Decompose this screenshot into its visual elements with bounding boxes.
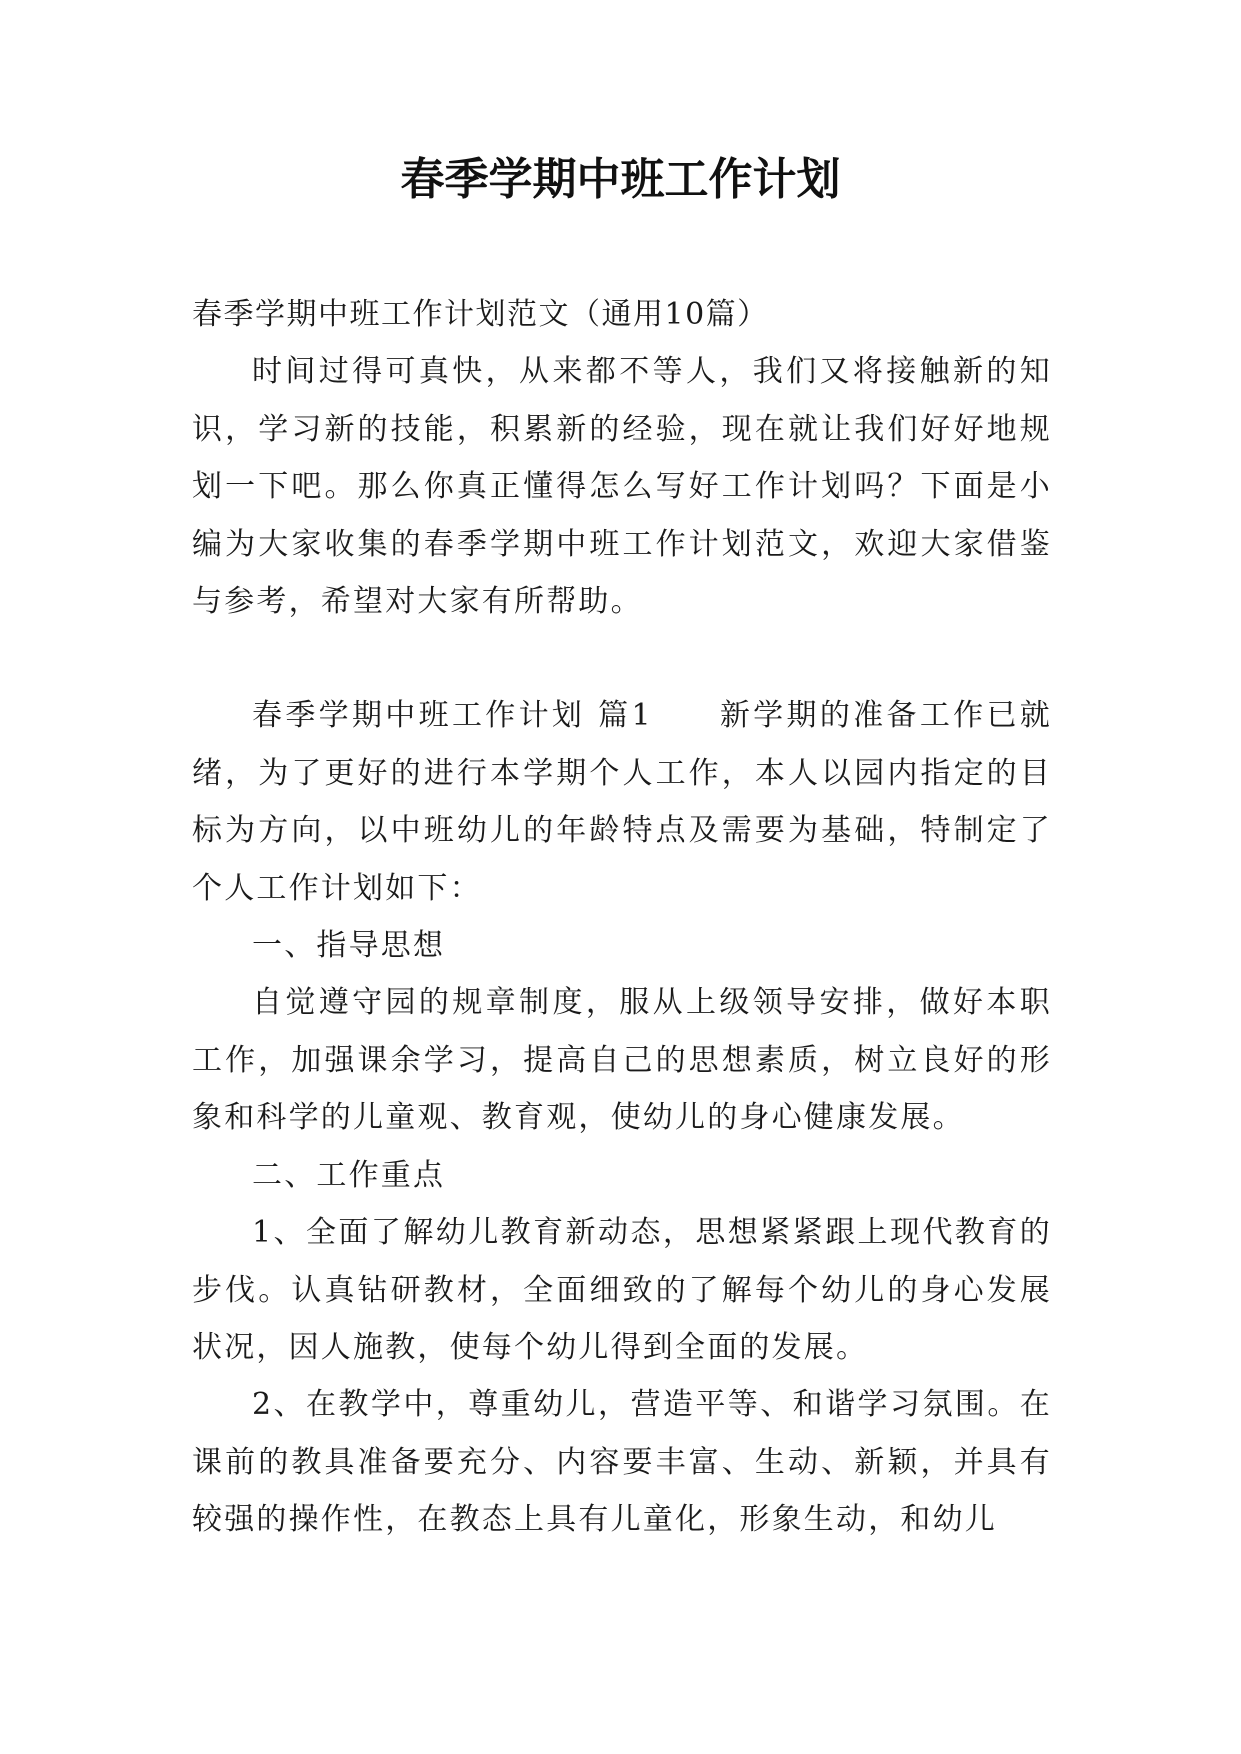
focus-item-1: 1、全面了解幼儿教育新动态，思想紧紧跟上现代教育的步伐。认真钻研教材，全面细致的了解每个幼儿的身心发展状况，因人施教，使每个幼儿得到全面的发展。	[192, 1215, 1052, 1365]
paragraph-spacer	[192, 630, 1052, 687]
guiding-paragraph: 自觉遵守园的规章制度，服从上级领导安排，做好本职工作，加强课余学习，提高自己的思想素质，树立良好的形象和科学的儿童观、教育观，使幼儿的身心健康发展。	[192, 985, 1052, 1136]
focus-heading: 二、工作重点	[252, 1157, 446, 1193]
document-title: 春季学期中班工作计划	[400, 154, 841, 205]
section1-lead-paragraph	[192, 687, 1052, 917]
focus-item-2: 2、在教学中，尊重幼儿，营造平等、和谐学习氛围。在课前的教具准备要充分、内容要丰富、生动、新颖，并具有较强的操作性，在教态上具有儿童化，形象生动，和幼儿	[192, 1387, 1052, 1538]
section1-heading: 春季学期中班工作计划 篇1	[252, 698, 653, 734]
document-subtitle: 春季学期中班工作计划范文（通用10篇）	[192, 297, 769, 332]
guiding-heading: 一、指导思想	[252, 928, 446, 964]
document-body	[192, 286, 1052, 1549]
section1-lead-text: 新学期的准备工作已就绪，为了更好的进行本学期个人工作，本人以园内指定的目标为方向，以中班幼儿的年龄特点及需要为基础，特制定了个人工作计划如下：	[192, 698, 1052, 906]
intro-paragraph: 时间过得可真快，从来都不等人，我们又将接触新的知识，学习新的技能，积累新的经验，现在就让我们好好地规划一下吧。那么你真正懂得怎么写好工作计划吗？下面是小编为大家收集的春季学期中班工作计划范文，欢迎大家借鉴与参考，希望对大家有所帮助。	[192, 354, 1052, 620]
